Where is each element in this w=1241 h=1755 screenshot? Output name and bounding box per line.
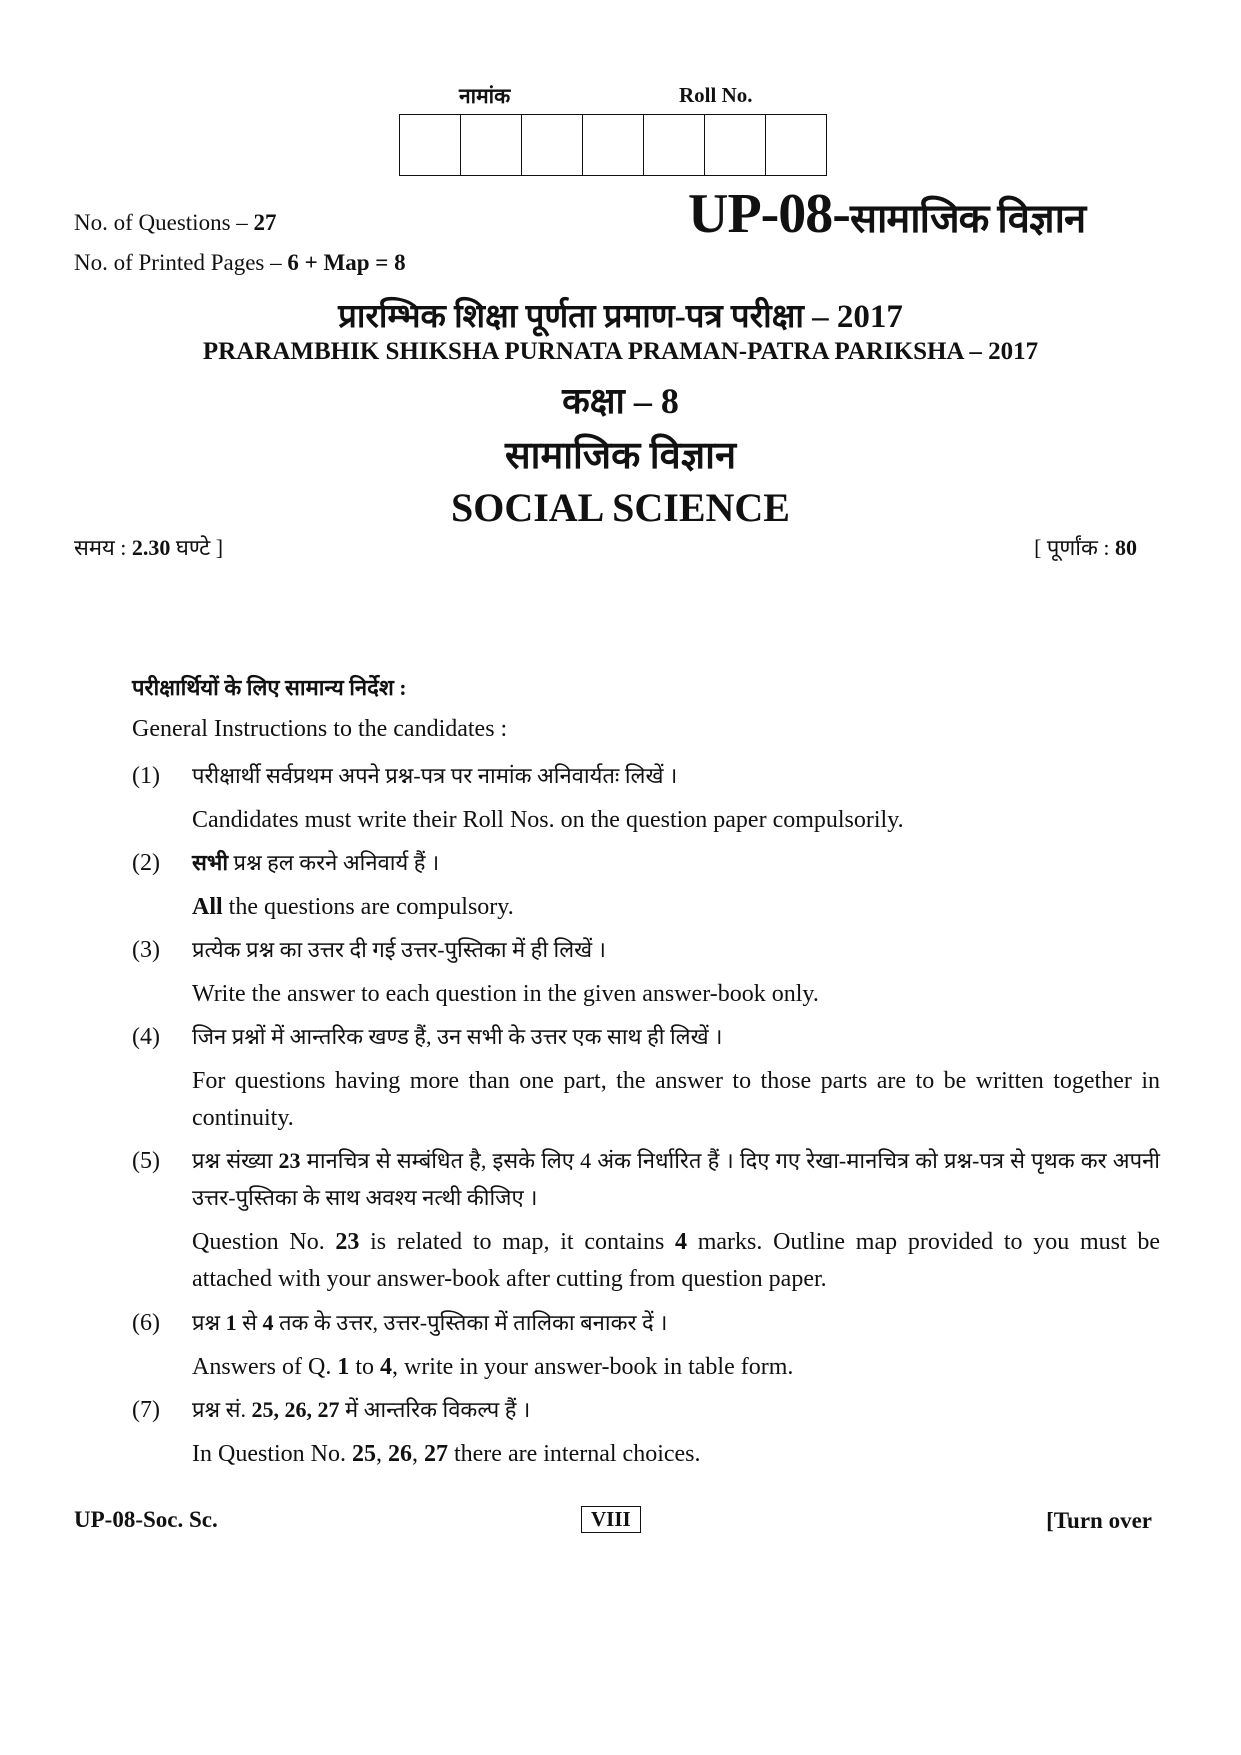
instruction-3-hindi: प्रत्येक प्रश्न का उत्तर दी गई उत्तर-पुस्तिका में ही लिखें । bbox=[192, 937, 606, 962]
maximum-marks: [ पूर्णांक : 80 bbox=[1034, 535, 1137, 560]
roll-number-box[interactable] bbox=[583, 115, 644, 175]
subject-title-english: SOCIAL SCIENCE bbox=[450, 485, 790, 530]
instruction-number: (6) bbox=[132, 1310, 160, 1336]
roll-number-box[interactable] bbox=[705, 115, 766, 175]
instruction-5-hindi: प्रश्न संख्या 23 मानचित्र से सम्बंधित है, इसके लिए 4 अंक निर्धारित हैं । दिए गए रेखा-मानचित्र को प्रश्न-पत्र से पृथक कर अपनी उत्तर-पुस्तिका के साथ अवश्य नत्थी कीजिए । bbox=[192, 1148, 1160, 1210]
footer-class-badge: VIII bbox=[581, 1506, 641, 1533]
roll-number-box[interactable] bbox=[522, 115, 583, 175]
instruction-1-english: Candidates must write their Roll Nos. on the question paper compulsorily. bbox=[192, 807, 904, 833]
subject-title-hindi: सामाजिक विज्ञान bbox=[504, 435, 737, 477]
exam-title-hindi: प्रारम्भिक शिक्षा पूर्णता प्रमाण-पत्र परीक्षा – 2017 bbox=[338, 299, 903, 335]
exam-title-english: PRARAMBHIK SHIKSHA PURNATA PRAMAN-PATRA PARIKSHA – 2017 bbox=[202, 338, 1039, 365]
instruction-4-hindi: जिन प्रश्नों में आन्तरिक खण्ड हैं, उन सभी के उत्तर एक साथ ही लिखें । bbox=[192, 1024, 723, 1049]
instruction-5-english: Question No. 23 is related to map, it contains 4 marks. Outline map provided to you must be attached with your answer-book after cutting from question paper. bbox=[192, 1229, 1160, 1292]
class-title: कक्षा – 8 bbox=[562, 381, 679, 421]
instruction-number: (2) bbox=[132, 850, 160, 876]
instruction-7-hindi: प्रश्न सं. 25, 26, 27 में आन्तरिक विकल्प हैं । bbox=[192, 1397, 531, 1422]
roll-number-box[interactable] bbox=[400, 115, 461, 175]
time-allowed: समय : 2.30 घण्टे ] bbox=[74, 535, 224, 560]
roll-number-box[interactable] bbox=[766, 115, 826, 175]
instruction-number: (4) bbox=[132, 1024, 160, 1050]
instruction-7-english: In Question No. 25, 26, 27 there are internal choices. bbox=[192, 1441, 701, 1467]
paper-code: UP-08-सामाजिक विज्ञान bbox=[688, 183, 1086, 245]
instruction-1-hindi: परीक्षार्थी सर्वप्रथम अपने प्रश्न-पत्र पर नामांक अनिवार्यतः लिखें । bbox=[192, 763, 678, 788]
instructions-heading-hindi: परीक्षार्थियों के लिए सामान्य निर्देश : bbox=[132, 675, 407, 700]
instruction-number: (7) bbox=[132, 1397, 160, 1423]
roll-number-box[interactable] bbox=[461, 115, 522, 175]
roll-number-boxes bbox=[399, 114, 827, 176]
number-of-printed-pages: No. of Printed Pages – 6 + Map = 8 bbox=[74, 250, 406, 275]
number-of-questions: No. of Questions – 27 bbox=[74, 210, 277, 235]
roll-number-label-english: Roll No. bbox=[679, 83, 753, 107]
instruction-4-english: For questions having more than one part, the answer to those parts are to be written together in continuity. bbox=[192, 1068, 1160, 1131]
roll-number-label-hindi: नामांक bbox=[459, 84, 511, 108]
instruction-2-hindi: सभी प्रश्न हल करने अनिवार्य हैं । bbox=[192, 850, 440, 875]
instructions-heading-english: General Instructions to the candidates : bbox=[132, 716, 508, 742]
footer-paper-code: UP-08-Soc. Sc. bbox=[74, 1507, 218, 1532]
instruction-2-english: All the questions are compulsory. bbox=[192, 894, 514, 920]
instruction-6-hindi: प्रश्न 1 से 4 तक के उत्तर, उत्तर-पुस्तिका में तालिका बनाकर दें । bbox=[192, 1310, 668, 1335]
turn-over-note: [Turn over bbox=[1046, 1508, 1152, 1533]
instruction-number: (5) bbox=[132, 1148, 160, 1174]
roll-number-box[interactable] bbox=[644, 115, 705, 175]
instruction-3-english: Write the answer to each question in the given answer-book only. bbox=[192, 981, 819, 1007]
instruction-6-english: Answers of Q. 1 to 4, write in your answer-book in table form. bbox=[192, 1354, 794, 1380]
instruction-number: (1) bbox=[132, 763, 160, 789]
instruction-number: (3) bbox=[132, 937, 160, 963]
